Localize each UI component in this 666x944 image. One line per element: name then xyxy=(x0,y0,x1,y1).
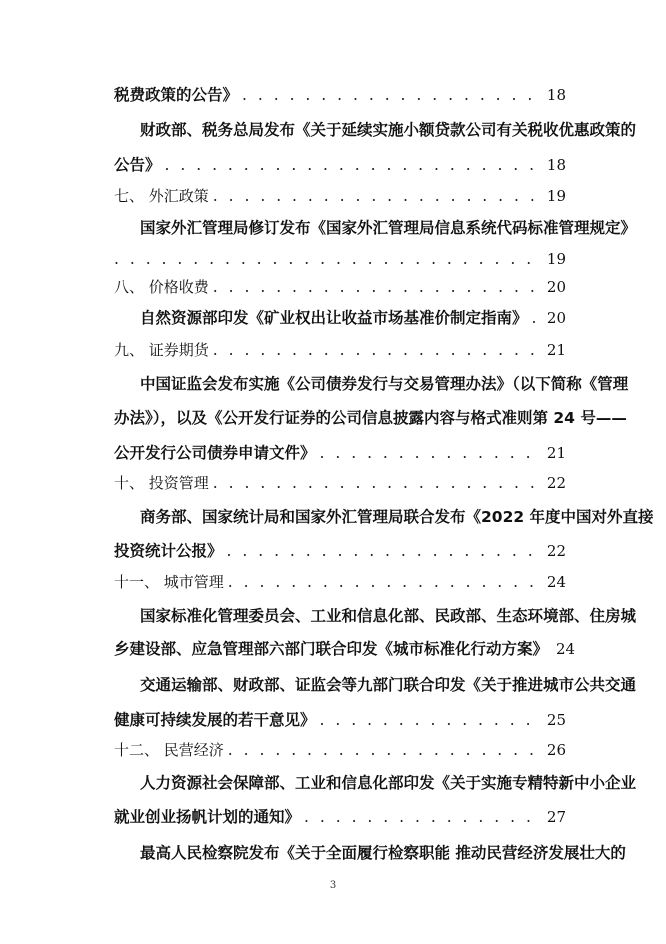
toc-entry-text: 商务部、国家统计局和国家外汇管理局联合发布《2022 年度中国对外直接 xyxy=(140,508,654,526)
toc-entry[interactable] xyxy=(140,371,629,397)
toc-section-title: 七、 外汇政策 xyxy=(114,187,209,205)
toc-page-number: 22 xyxy=(546,474,566,492)
toc-leader-dots xyxy=(320,440,543,466)
toc-section[interactable] xyxy=(114,737,566,763)
toc-entry[interactable] xyxy=(114,707,566,733)
toc-entry[interactable] xyxy=(140,770,637,796)
toc-entry-text: 税费政策的公告》 xyxy=(114,86,239,104)
toc-entry[interactable] xyxy=(114,246,566,272)
toc-section-title: 十一、 城市管理 xyxy=(114,573,224,591)
toc-page-number: 27 xyxy=(546,808,566,826)
toc-entry[interactable] xyxy=(114,152,566,178)
page-number: 3 xyxy=(329,880,337,891)
toc-entry-text: 财政部、税务总局发布《关于延续实施小额贷款公司有关税收优惠政策的 xyxy=(140,121,637,139)
toc-entry-text: 国家标准化管理委员会、工业和信息化部、民政部、生态环境部、住房城 xyxy=(140,607,637,625)
toc-section-title: 十二、 民营经济 xyxy=(114,741,224,759)
toc-entry-text: 乡建设部、应急管理部六部门联合印发《城市标准化行动方案》 xyxy=(114,640,549,658)
toc-entry[interactable] xyxy=(114,405,627,431)
toc-entry[interactable] xyxy=(114,538,566,564)
toc-leader-dots xyxy=(242,82,543,108)
toc-entry-text: 最高人民检察院发布《关于全面履行检察职能 推动民营经济发展壮大的 xyxy=(140,844,626,862)
toc-leader-dots xyxy=(165,152,543,178)
toc-leader-dots xyxy=(304,804,543,830)
toc-page-number: 18 xyxy=(546,86,566,104)
toc-entry[interactable] xyxy=(140,504,654,530)
toc-page-number: 21 xyxy=(546,444,566,462)
toc-page-number: 19 xyxy=(546,187,566,205)
toc-page-number: 25 xyxy=(546,711,566,729)
toc-section[interactable] xyxy=(114,274,566,300)
toc-leader-dots xyxy=(213,337,543,363)
toc-page-number: 22 xyxy=(546,542,566,560)
toc-entry-text: 交通运输部、财政部、证监会等九部门联合印发《关于推进城市公共交通 xyxy=(140,676,637,694)
toc-entry-text: 国家外汇管理局修订发布《国家外汇管理局信息系统代码标准管理规定》 xyxy=(140,219,637,237)
toc-leader-dots xyxy=(213,183,543,209)
toc-entry[interactable] xyxy=(140,840,626,866)
toc-entry-text: 健康可持续发展的若干意见》 xyxy=(114,711,316,729)
toc-leader-dots xyxy=(532,305,543,331)
toc-page-number: 24 xyxy=(546,573,566,591)
toc-page-number: 21 xyxy=(546,341,566,359)
toc-entry-text: 办法》），以及《公开发行证券的公司信息披露内容与格式准则第 24 号—— xyxy=(114,409,627,427)
toc-entry-text: 人力资源社会保障部、工业和信息化部印发《关于实施专精特新中小企业 xyxy=(140,774,637,792)
toc-section[interactable] xyxy=(114,337,566,363)
toc-section-title: 九、 证券期货 xyxy=(114,341,209,359)
toc-section[interactable] xyxy=(114,470,566,496)
toc-leader-dots xyxy=(228,569,543,595)
toc-entry[interactable] xyxy=(140,672,637,698)
toc-section[interactable] xyxy=(114,183,566,209)
toc-section[interactable] xyxy=(114,569,566,595)
toc-entry[interactable] xyxy=(140,117,637,143)
toc-entry[interactable] xyxy=(140,305,566,331)
toc-page-number: 26 xyxy=(546,741,566,759)
toc-leader-dots xyxy=(213,470,543,496)
toc-entry-text: 公告》 xyxy=(114,156,161,174)
toc-page-number: 20 xyxy=(546,278,566,296)
toc-entry[interactable] xyxy=(114,82,566,108)
toc-section-title: 十、 投资管理 xyxy=(114,474,209,492)
toc-leader-dots xyxy=(227,538,543,564)
toc-leader-dots xyxy=(228,737,543,763)
toc-entry-text: 就业创业扬帆计划的通知》 xyxy=(114,808,301,826)
toc-entry[interactable] xyxy=(114,440,566,466)
toc-leader-dots xyxy=(320,707,543,733)
toc-entry-text: 公开发行公司债券申请文件》 xyxy=(114,444,316,462)
toc-leader-dots xyxy=(213,274,543,300)
toc-entry[interactable] xyxy=(114,636,576,662)
toc-page-number: 19 xyxy=(546,250,566,268)
toc-entry[interactable] xyxy=(140,603,637,629)
toc-leader-dots xyxy=(114,246,543,272)
toc-entry-text: 自然资源部印发《矿业权出让收益市场基准价制定指南》 xyxy=(140,309,528,327)
toc-page-number: 18 xyxy=(546,156,566,174)
toc-section-title: 八、 价格收费 xyxy=(114,278,209,296)
toc-entry[interactable] xyxy=(140,215,637,241)
toc-page-number: 20 xyxy=(546,309,566,327)
toc-entry-text: 中国证监会发布实施《公司债券发行与交易管理办法》（以下简称《管理 xyxy=(140,375,629,393)
toc-entry[interactable] xyxy=(114,804,566,830)
toc-entry-text: 投资统计公报》 xyxy=(114,542,223,560)
toc-page-number: 24 xyxy=(556,640,576,658)
